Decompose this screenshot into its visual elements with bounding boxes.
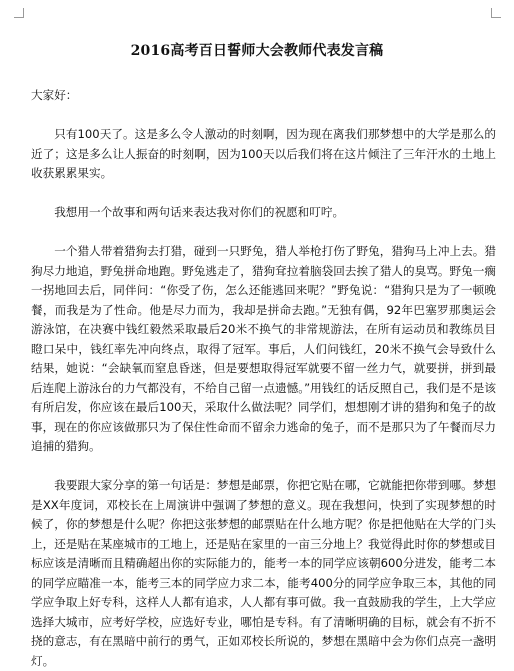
page-corner-mark-left — [14, 8, 24, 18]
greeting: 大家好： — [31, 88, 78, 102]
paragraph-story: 一个猎人带着猎狗去打猎，碰到一只野兔，猎人举枪打伤了野兔，猎狗马上冲上去。猎狗尽力地追，野兔拼命地跑。野兔逃走了，猎狗耷拉着脑袋回去挨了猎人的臭骂。野兔一瘸一拐地回去后，同伴问：“你受了伤，怎么还能逃回来呢？”野兔说：“猎狗只是为了一顿晚餐，而我是为了性命。他是尽力而为，我却是拼命去跑。”无独有偶，92年巴塞罗那奥运会游泳馆，在决赛中钱红毅然采取最后20米不换气的非常规游法，在所有运动员和教练员目瞪口呆中，钱红率先冲向终点，取得了冠军。事后，人们问钱红，20米不换气会导致什么结果，她说：“会缺氧而窒息昏迷，但是要想取得冠军就要不留一丝力气，就要拼，拼到最后连爬上游泳台的力气都没有，不给自己留一点遗憾。”用钱红的话反照自己，我们是不是该有所启发，你应该在最后100天，采取什么做法呢？同学们，想想刚才讲的猎狗和兔子的故事，现在的你应该做那只为了保住性命而不留余力逃命的兔子，而不是那只为了午餐而尽力追捕的猎狗。 — [31, 244, 496, 453]
document-body — [31, 86, 496, 671]
paragraph-dream: 我要跟大家分享的第一句话是：梦想是邮票，你把它贴在哪，它就能把你带到哪。梦想是XX年度词，邓校长在上周演讲中强调了梦想的意义。现在我想问，快到了实现梦想的时候了，你的梦想是什么呢？你把这张梦想的邮票贴在什么地方呢？你是把他贴在大学的门头上，还是贴在某座城市的工地上，还是贴在家里的一亩三分地上？我觉得此时你的梦想或目标应该是清晰而且精确超出你的实际能力的，能考一本的同学应该朝600分进发，能考二本的同学应瞄准一本，能考三本的同学应力求二本，能考400分的同学应争取三本，其他的同学应争取上好专科，这样人人都有追求，人人都有事可做。我一直鼓励我的学生，上大学应选择大城市，应考好学校，应选好专业，哪怕是专科。有了清晰明确的目标，就会有不折不挠的意志，有在黑暗中前行的勇气，正如邓校长所说的，梦想在黑暗中会为你们点亮一盏明灯。 — [31, 478, 496, 668]
paragraph-spacer — [31, 223, 496, 243]
paragraph-spacer — [31, 106, 496, 126]
page-corner-mark-right — [491, 8, 501, 18]
paragraph-spacer — [31, 184, 496, 204]
paragraph-wishes: 我想用一个故事和两句话来表达我对你们的祝愿和叮咛。 — [54, 205, 345, 219]
paragraph-spacer — [31, 457, 496, 477]
document-title: 2016高考百日誓师大会教师代表发言稿 — [130, 43, 384, 59]
paragraph-intro: 只有100天了。这是多么令人激动的时刻啊，因为现在离我们那梦想中的大学是那么的近了；这是多么让人振奋的时刻啊，因为100天以后我们将在这片倾注了三年汗水的土地上收获累累果实。 — [31, 127, 496, 180]
